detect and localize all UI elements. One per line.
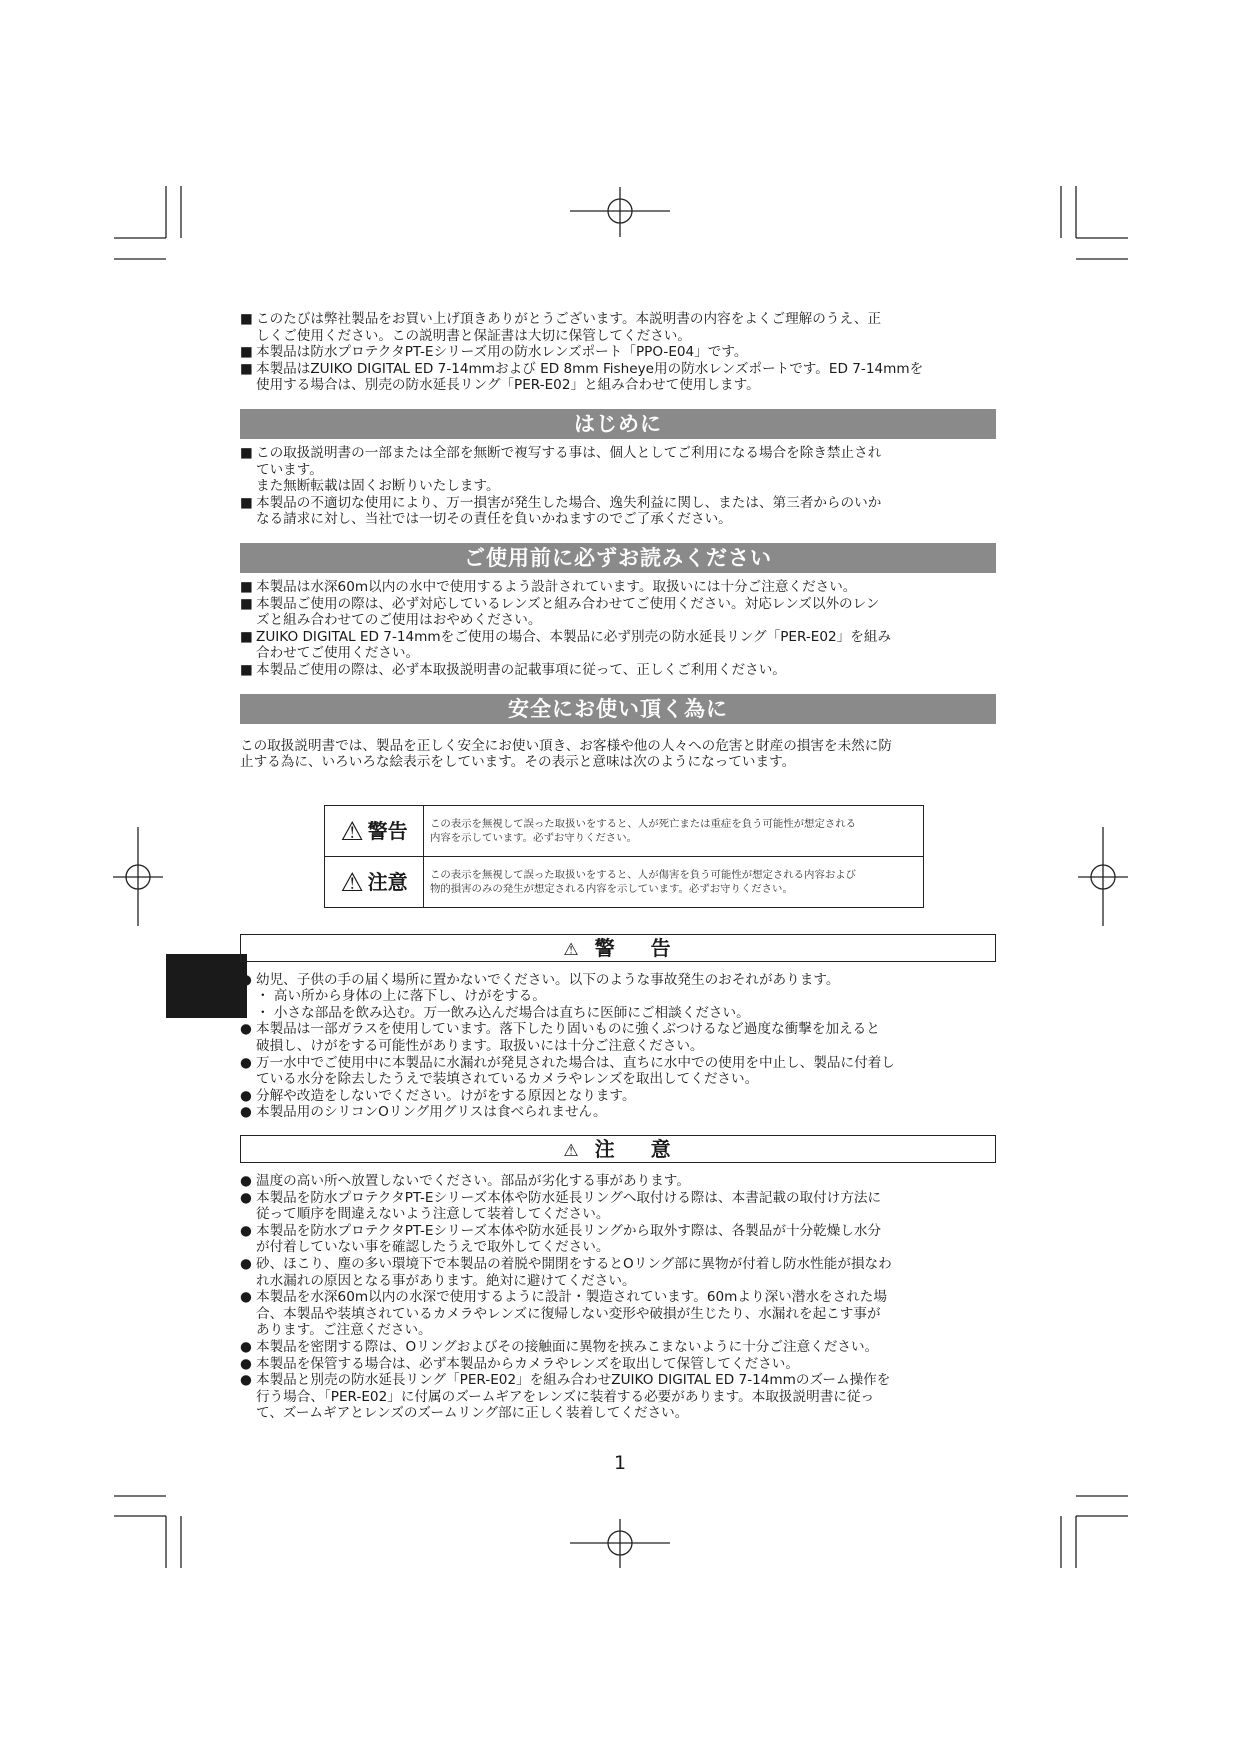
symbol-description: この表示を無視して誤った取扱いをすると、人が死亡または重症を負う可能性が想定される 内容を示しています。必ずお守りください。: [424, 805, 924, 856]
page-number: 1: [613, 1452, 627, 1474]
bullet: ●: [240, 971, 252, 988]
text-line: ています。: [256, 461, 323, 478]
text-line: しくご使用ください。この説明書と保証書は大切に保管してください。: [256, 327, 691, 344]
list-item: [240, 495, 996, 528]
text-line: ズと組み合わせてのご使用はおやめください。: [256, 612, 542, 629]
text-line: 本製品は一部ガラスを使用しています。落下したり固いものに強くぶつけるなど過度な衝撃を加えると: [256, 1021, 880, 1038]
bullet: ■: [240, 578, 253, 595]
text-line: 本製品を防水プロテクタPT-Eシリーズ本体や防水延長リングへ取付ける際は、本書記載の取付け方法に: [256, 1189, 882, 1206]
text-line: 合、本製品や装填されているカメラやレンズに復帰しない変形や破損が生じたり、水漏れを起こす事が: [256, 1305, 881, 1322]
list-item: [240, 1055, 996, 1088]
text-line: なる請求に対し、当社では一切その責任を負いかねますのでご了承ください。: [256, 511, 732, 528]
text-line: 本製品は水深60m以内の水中で使用するよう設計されています。取扱いには十分ご注意ください。: [256, 578, 857, 595]
text-line: ・ 小さな部品を飲み込む。万一飲み込んだ場合は直ちに医師にご相談ください。: [256, 1004, 750, 1021]
text-line: 本製品を密閉する際は、Oリングおよびその接触面に異物を挟みこまないように十分ご注意ください。: [256, 1338, 879, 1355]
list-item: [240, 1190, 996, 1223]
intro-section: [240, 445, 996, 528]
bullet: ●: [240, 1104, 252, 1121]
list-item: [240, 1289, 996, 1339]
text-line: 止する為に、いろいろな絵表示をしています。その表示と意味は次のようになっています。: [240, 754, 796, 771]
bullet: ●: [240, 1355, 252, 1372]
bullet: ■: [240, 595, 253, 612]
section-heading-intro: はじめに: [240, 409, 996, 439]
caution-symbol-cell: [325, 856, 424, 907]
list-item: [240, 1339, 996, 1356]
text-line: 本製品を水深60m以内の水深で使用するように設計・製造されています。60mより深い潜水をされた場: [256, 1289, 887, 1306]
text-line: 分解や改造をしないでください。けがをする原因となります。: [256, 1087, 636, 1104]
list-item: [240, 445, 996, 478]
text-line: 本製品を保管する場合は、必ず本製品からカメラやレンズを取出して保管してください。: [256, 1355, 799, 1372]
bullet: ●: [240, 1338, 252, 1355]
table-row: [325, 856, 924, 907]
text-line: 破損し、けがをする可能性があります。取扱いには十分ご注意ください。: [256, 1038, 704, 1055]
warning-triangle-icon: ⚠: [340, 867, 364, 898]
list-item: [240, 1088, 996, 1105]
list-item: [240, 361, 996, 394]
text-line: このたびは弊社製品をお買い上げ頂きありがとうございます。本説明書の内容をよくご理解のうえ、正: [256, 311, 882, 327]
list-item: [240, 1256, 996, 1289]
warning-symbol-cell: [325, 805, 424, 856]
warning-heading: ⚠ 警 告: [240, 934, 996, 962]
symbol-label: 警告: [367, 818, 408, 843]
list-item: [240, 972, 996, 989]
list-item: [240, 1173, 996, 1190]
bullet: ■: [240, 661, 253, 678]
bullet: ■: [240, 311, 253, 327]
list-item: [240, 596, 996, 629]
bullet: ●: [240, 1222, 252, 1239]
section-index-tab: [166, 954, 247, 1018]
list-item: [240, 579, 996, 596]
text-line: 本製品と別売の防水延長リング「PER-E02」を組み合わせZUIKO DIGITAL ED 7-14mmのズーム操作を: [256, 1372, 891, 1389]
caution-section: [240, 1173, 996, 1422]
list-item: [240, 344, 996, 361]
symbol-description: この表示を無視して誤った取扱いをすると、人が傷害を負う可能性が想定される内容および 物的損害のみの発生が想定される内容を示しています。必ずお守りください。: [424, 856, 924, 907]
list-item: [240, 1223, 996, 1256]
bullet: ■: [240, 444, 253, 461]
text-line: が付着していない事を確認したうえで取外してください。: [256, 1239, 610, 1256]
bullet: ■: [240, 360, 253, 377]
list-item: [240, 629, 996, 662]
list-item: [240, 311, 996, 344]
list-item: [240, 1021, 996, 1054]
bullet: ●: [240, 1087, 252, 1104]
bullet: ●: [240, 1256, 252, 1272]
text-line: 本製品用のシリコンOリング用グリスは食べられません。: [256, 1104, 607, 1121]
text-line: 砂、ほこり、塵の多い環境下で本製品の着脱や開閉をするとOリング部に異物が付着し防水性能が損なわ: [256, 1256, 892, 1272]
warning-triangle-icon: ⚠: [563, 939, 581, 960]
warning-triangle-icon: ⚠: [340, 816, 364, 847]
bullet: ●: [240, 1372, 252, 1389]
bullet: ■: [240, 494, 253, 511]
document-body: [240, 311, 996, 1422]
warning-triangle-icon: ⚠: [563, 1141, 581, 1162]
safety-intro: [240, 738, 996, 771]
text-line: この取扱説明書の一部または全部を無断で複写する事は、個人としてご利用になる場合を除き禁止され: [256, 444, 882, 461]
text-line: 本製品を防水プロテクタPT-Eシリーズ本体や防水延長リングから取外す際は、各製品が十分乾燥し水分: [256, 1222, 882, 1239]
bullet: ●: [240, 1189, 252, 1206]
text-line: 行う場合、「PER-E02」に付属のズームギアをレンズに装着する必要があります。本取扱説明書に従っ: [256, 1388, 875, 1405]
text-line: ・ 高い所から身体の上に落下し、けがをする。: [256, 988, 546, 1005]
list-item: [240, 1372, 996, 1422]
intro-block: [240, 311, 996, 394]
text-line: 本製品の不適切な使用により、万一損害が発生した場合、逸失利益に関し、または、第三者からのいか: [256, 494, 882, 511]
text-line: 温度の高い所へ放置しないでください。部品が劣化する事があります。: [256, 1173, 690, 1190]
text-line: 本製品は防水プロテクタPT-Eシリーズ用の防水レンズポート「PPO-E04」です。: [256, 344, 748, 361]
caution-heading: ⚠ 注 意: [240, 1135, 996, 1163]
bullet: ●: [240, 1021, 252, 1038]
text-line: 本製品はZUIKO DIGITAL ED 7-14mmおよび ED 8mm Fisheye用の防水レンズポートです。ED 7-14mmを: [256, 360, 924, 377]
text-line: れ水漏れの原因となる事があります。絶対に避けてください。: [256, 1272, 636, 1289]
bullet: ●: [240, 1173, 252, 1190]
list-item: [240, 1356, 996, 1373]
text-line: 使用する場合は、別売の防水延長リング「PER-E02」と組み合わせて使用します。: [256, 377, 760, 394]
list-item: [240, 1104, 996, 1121]
text-line: また無断転載は固くお断りいたします。: [256, 478, 500, 495]
text-line: ZUIKO DIGITAL ED 7-14mmをご使用の場合、本製品に必ず別売の防水延長リング「PER-E02」を組み: [256, 628, 892, 645]
text-line: 本製品ご使用の際は、必ず対応しているレンズと組み合わせてご使用ください。対応レンズ以外のレン: [256, 595, 880, 612]
text-line: て、ズームギアとレンズのズームリング部に正しく装着してください。: [256, 1405, 689, 1422]
text-line: 幼児、子供の手の届く場所に置かないでください。以下のような事故発生のおそれがあります。: [256, 971, 840, 988]
table-row: [325, 805, 924, 856]
bullet: ■: [240, 344, 253, 361]
bullet: ■: [240, 628, 253, 645]
text-line: 合わせてご使用ください。: [256, 645, 420, 662]
text-line: 従って順序を間違えないよう注意して装着してください。: [256, 1206, 610, 1223]
bullet: ●: [240, 1289, 252, 1306]
text-line: ている水分を除去したうえで装填されているカメラやレンズを取出してください。: [256, 1071, 759, 1088]
bullet: ●: [240, 1054, 252, 1071]
section-heading-before-use: ご使用前に必ずお読みください: [240, 543, 996, 573]
text-line: この取扱説明書では、製品を正しく安全にお使い頂き、お客様や他の人々への危害と財産の損害を未然に防: [240, 737, 892, 754]
symbol-legend-table: [324, 805, 924, 908]
before-use-section: [240, 579, 996, 679]
list-item: [240, 662, 996, 679]
text-line: 万一水中でご使用中に本製品に水漏れが発見された場合は、直ちに水中での使用を中止し、製品に付着し: [256, 1054, 895, 1071]
symbol-label: 注意: [367, 869, 408, 894]
warning-section: [240, 972, 996, 1121]
text-line: あります。ご注意ください。: [256, 1322, 432, 1339]
text-line: 本製品ご使用の際は、必ず本取扱説明書の記載事項に従って、正しくご利用ください。: [256, 661, 786, 678]
section-heading-safety: 安全にお使い頂く為に: [240, 694, 996, 724]
